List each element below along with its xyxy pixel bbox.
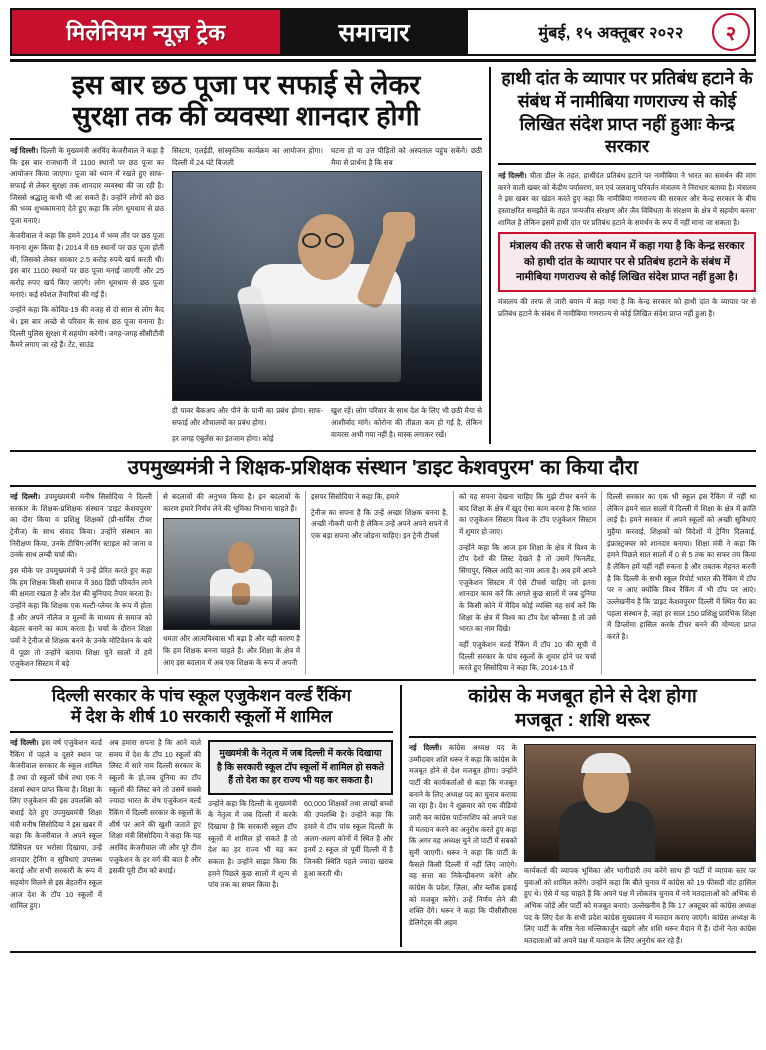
section2-headline-band xyxy=(10,450,756,487)
side-story-dateline: नई दिल्ली। xyxy=(498,171,527,180)
story4-columns xyxy=(409,742,756,947)
section2-dateline: नई दिल्ली। xyxy=(10,492,41,502)
lead-col1-text-b: केजरीवाल ने कहा कि हमने 2014 में भव्य तौर पर छठ पूजा मनाना शुरू किया है। 2014 में 69 स्थानों पर छठ पूजा होती थी, जिसको लेकर सरकार 2.5 करोड़ रुपये खर्च करती थी। इस बार 1100 स्थानों पर छठ पूजा मनाई जाएगी और 25 करोड़ रुपए खर्च किए जाएंगे। लोग धूमधाम से छठ पूजा मनाएं। कई स्पेशल तैयारियां की गई हैं। xyxy=(10,231,164,299)
side-story-para2: मंत्रालय की तरफ से जारी बयान में कहा गया है कि केन्द्र सरकार को हाथी दांत के व्यापार पर से प्रतिबंध हटाने के संबंध में नामीबिया गणराज्य से कोई लिखित संदेश प्राप्त नहीं हुआ है। xyxy=(498,296,756,318)
lead-top-rows xyxy=(172,145,482,168)
lead-col-2-3 xyxy=(172,145,482,444)
lead-col2-text-b: ही पावर बैकअप और पीने के पानी का प्रबंध होगा। साफ-सफाई और शौचालयों का प्रबंध होगा। xyxy=(172,406,323,427)
side-story xyxy=(491,67,756,444)
section2-col2-text-b: धमता और आत्मविश्वास भी बढ़ा है और यही कारण है कि हम शिक्षक बनना चाहते हैं। और शिक्षा के क्षेत्र में आए इस बदलाव में अब एक शिक्षक के रूप में अपनी xyxy=(163,634,300,667)
story3-col-1 xyxy=(10,737,102,912)
story3-lower-columns xyxy=(208,798,393,891)
story3-rule xyxy=(10,731,393,733)
section2-col1-text: उपमुख्यमंत्री मनीष सिसोदिया ने दिल्ली सरकार के शिक्षक-प्रशिक्षक संस्थान 'डाइट केशवपुरम' का दौरा किया व प्रशिक्षु शिक्षकों (प्री-सर्विस टीचर ट्रेनीज) के साथ संवाद किया। उन्होंने संस्थान का निरीक्षण किया, उनके टीचिंग-लर्निंग स्टाइल को जाना व उनके साथ लम्बी चर्चा की। xyxy=(10,492,153,560)
masthead xyxy=(10,8,756,56)
masthead-rule xyxy=(10,59,756,62)
section2-col4-text: उन्होंने कहा कि आज हम शिक्षा के क्षेत्र में विश्व के टॉप देशों की लिस्ट देखते है तो उसमें फिनलैंड, सिंगापुर, स्किल आदि का नाम आता है। अब हमें अपने एजुकेशन सिस्टम में ऐसे टीचर्स चाहिए जो इतना शानदार काम करें कि अगले कुछ सालों में जब दुनिया के किसी कोने में मैदिव कोई व्यक्ति यह सर्च करें कि शिक्षा के क्षेत्र में विश्व का टॉप देश कौनसा है तो उसे भारत का नाम दिखे। xyxy=(459,542,596,634)
story3 xyxy=(10,685,402,947)
story3-col3-text: उन्होंने कहा कि दिल्ली के मुख्यमंत्री के नेतृत्व में जब दिल्ली में करके दिखाया है कि सरकारी स्कूल टॉप स्कूलों में शामिल हो सकते हैं तो देश का हर राज्य भी यह कर सकता है। उन्होंने साझा किया कि हमने पिछले कुछ सालों में शून्य से पांच तक का सफर किया है। xyxy=(208,798,297,890)
story3-columns xyxy=(10,737,393,912)
masthead-right xyxy=(468,10,754,54)
section2-col-5 xyxy=(602,491,756,674)
lead-bottom-rows xyxy=(172,405,482,444)
lead-columns xyxy=(10,145,482,444)
lead-headline-rule xyxy=(10,138,482,140)
photo-crowd xyxy=(173,304,481,400)
masthead-date: मुंबई, १५ अक्तूबर २०२२ xyxy=(538,25,684,42)
story3-col1-text: इस वर्ष एजुकेशन वर्ल्ड रैंकिंग में पहले व दूसरे स्थान पर केजरीवाल सरकार के स्कूल शामिल है तथा दो स्कूलों चौथे तथा एक ने दसवां स्थान प्राप्त किया है। शिक्षा के लिए एजुकेशन की इस उपलब्धि को बधाई देते हुए उपमुख्यमंत्री शिक्षा मंत्री मनीष सिसोदिया ने इस खबर में कहा कि केजरीवाल ने अपने स्कूल प्रिंसिपल पर भरोसा दिखाया, उन्हें शानदार ट्रेनिंग व सुविधाएं उपलब्ध कराई और सभी सरकारी के रूप में सहयोग मिलने से इस बेहतरीन स्कूल आज देश के टॉप 10 स्कूलों में शामिल हुए। xyxy=(10,738,102,911)
story3-col-3 xyxy=(208,737,393,912)
story3-col2-text: अब हमारा सपना है कि आने वाले समय में देश के टॉप 10 स्कूलों की लिस्ट में सारे नाम दिल्ली सरकार के स्कूलों के हो,जब दुनिया का टॉप स्कूलों की लिस्ट बने तो उसमें सबसे ज्यादा भारत के शेष एजुकेशन वर्ल्ड रैंकिंग में दिल्ली सरकार के स्कूलों के शीर्ष पर आने की खुशी जताते हुए शिक्षा मंत्री सिसोदिया ने कहा कि यह अरविंद केजरीवाल जी और पूरे टीम एजुकेशन के हर वर्ग की बात है और इसकी पूरी टीम को बधाई। xyxy=(109,738,201,876)
tharoor-photo xyxy=(524,744,756,862)
side-story-headline: हाथी दांत के व्यापार पर प्रतिबंध हटाने के संबंध में नामीबिया गणराज्य से कोई लिखित संदेश प्राप्त नहीं हुआः केन्द्र सरकार xyxy=(501,68,753,157)
newspaper-logo: मिलेनियम न्यूज़ ट्रेक xyxy=(12,10,282,54)
lead-col-1 xyxy=(10,145,164,444)
section2-col1-text-b: इस मौके पर उपमुख्यमंत्री ने उन्हें प्रेरित करते हुए कहा कि हम शिक्षक किसी समाज में 360 डिग्री परिवर्तन लाने की क्षमता रखता है और देश की बुनियाद तैयार करता है। उन्होंने कहा कि शिक्षक एक मल्टी-प्लेयर के रूप में होता है और अपने नॉलेज व मूल्यों के माध्यम से समाज को बेहतर बनाने का काम करता है। चर्चा के दौरान शिक्षा पर्वो ने ट्रेनीज से शिक्षक बनने के उनके मोटिवेशन के बारे में पूछा तो उन्होंने बताया शिक्षा चुने सालों में हमें एजुकेशन सिस्टम में बड़े xyxy=(10,566,152,669)
section3 xyxy=(10,679,756,947)
figure-fist xyxy=(383,212,415,242)
section2-col-1 xyxy=(10,491,158,674)
story3-headline-line2: में देश के शीर्ष 10 सरकारी स्कूलों में शामिल xyxy=(70,707,333,727)
lead-col3-text: घटना हो या उत्त पीड़ितों को अस्पताल पहुंच सकेंगे। छठी मैया से प्रार्थना है कि सब xyxy=(331,145,482,167)
story3-col4-text: 60,000 शिक्षकों तथा लाखों बच्चों की उपलब्धि है। उन्होंने कहा कि हमारे ये टॉप पांच स्कूल दिल्ली के अलग-अलग कोनों में स्थित है और इनमें 2 स्कूल तो पूर्वी दिल्ली में है जिनकी स्थिति पहले ज्यादा खराब हुआ करती थी। xyxy=(304,798,393,878)
lead-headline-line2: सुरक्षा तक की व्यवस्था शानदार होगी xyxy=(72,100,420,131)
page-number-badge: २ xyxy=(712,13,750,51)
footer-rule xyxy=(10,951,756,953)
story3-col-2 xyxy=(109,737,201,912)
story4-headline-line2: मजबूत : शशि थरूर xyxy=(515,709,650,731)
section2-col-4 xyxy=(454,491,602,674)
section2-body xyxy=(10,491,756,674)
lead-col3-text-b: खुश रहें। लोग परिवार के साथ देश के लिए भी छठी मैया से आशीर्वाद मांगे। कोरोना की तीव्रता कम हो गई है, लेकिन वायरस अभी गया नहीं है। मास्क लगाकर रखें। xyxy=(331,406,482,439)
section2-col-3 xyxy=(306,491,454,674)
lead-headline-line1: इस बार छठ पूजा पर सफाई से लेकर xyxy=(71,70,421,100)
photo2-foreground xyxy=(164,596,299,629)
story4 xyxy=(402,685,756,947)
side-story-para1: चीता डील के तहत, हाथीदंत प्रतिबंध हटाने पर नामीबिया ने भारत का समर्थन की मांग करने वाली खबर को केंद्रीय पर्यावरण, वन एवं जलवायु परिवर्तन मंत्रालय ने निराधार बताया है। मंत्रालय ने इस खबर का खंडन करते हुए कहा कि नामीबिया गणराज्य की सरकार और केन्द्र सरकार के बीच हस्ताक्षरित समझौते के तहत 'वन्यजीव संरक्षण और जैव विविधता के संरक्षण के क्षेत्र में सहयोग करना' शामिल है लेकिन इसमें हाथी दांत पर प्रतिबंध हटाने के समर्थन के रूप में नहीं माना जा सकता है। xyxy=(498,171,756,227)
story4-col1-text: कांग्रेस अध्यक्ष पद के उम्मीदवार शशि थरूर ने कहा कि कांग्रेस के मजबूत होने से देश मजबूत होगा। उन्होंने पार्टी की कार्यकर्ताओं से कहा कि मजबूत बनाने के लिए अध्यक्ष पद का चुनाव कराया जा रहा है। देश ने शुक्रवार को एक वीडियो जारी कर कांग्रेस पार्टनरशिप को अपने पक्ष में मतदान करने का अनुरोध करते हुए कहा कि अगर वह अध्यक्ष चुने तो पार्टी में सबको सुनी जाएगी। थरूर ने कहा कि पार्टी के फैसले किसी दिल्ली में नहीं लिए जाएंगे। वह सत्ता का निकेन्द्रीकरण करेंगे और कांग्रेस के प्रदेश, ज़िला, और ब्लॉक इकाई को मजबूत करेंगे। उन्हें निर्णय लेने की शक्ति देंगे। थरूर ने कहा कि पीसीसीएस डेलिगेट्स की अहम xyxy=(409,743,517,927)
section2-col4-text-b: वहीं एजुकेशन वर्ल्ड रैंकिंग में टॉप 10 की सूची में दिल्ली सरकार के पांच स्कूलों के शुमार होने पर चर्चा करते हुए सिसोदिया ने कहा कि, 2014-15 में xyxy=(459,640,596,673)
lead-story xyxy=(10,67,491,444)
story4-headline-line1: कांग्रेस के मजबूत होने से देश होगा xyxy=(468,686,697,707)
story4-col-2 xyxy=(524,742,756,947)
story4-rule xyxy=(409,736,756,738)
section2-headline: उपमुख्यमंत्री ने शिक्षक-प्रशिक्षक संस्थान 'डाइट केशवपुरम' का किया दौरा xyxy=(127,457,639,480)
top-section xyxy=(10,67,756,444)
side-story-highlight-box: मंत्रालय की तरफ से जारी बयान में कहा गया है कि केन्द्र सरकार को हाथी दांत के व्यापार पर से प्रतिबंध हटाने के संबंध में नामीबिया गणराज्य से कोई लिखित संदेश प्राप्त नहीं हुआ है। xyxy=(498,232,756,292)
story4-dateline: नई दिल्ली। xyxy=(409,743,442,753)
section2-col2-text: से बदलावों की अनुभव किया है। इन बदलावों के कारण हमारे निर्णय लेने की भूमिका निभाना चाहते हैं। xyxy=(163,492,300,513)
masthead-section-title: समाचार xyxy=(282,10,468,54)
story4-col-1 xyxy=(409,742,517,947)
lead-col2-text: सिस्टम, एलईडी, सांस्कृतिक कार्यक्रम का आयोजन होगा। दिल्ली में 24 घंटे बिजली xyxy=(172,145,323,167)
lead-col2-text-c: हर जगह एंबुलेंस का इंतजाम होगा। कोई xyxy=(172,433,274,443)
lead-col1-text: दिल्ली के मुख्यमंत्री अरविंद केजरीवाल ने कहा है कि इस बार राजधानी में 1100 स्थानों पर छठ पूजा का आयोजन किया जाएगा। पूजा को ध्यान में रखते हुए साफ-सफाई से लेकर सुरक्षा तक शानदार व्यवस्था की जा रही है। जिससे श्रद्धालु कभी भी आ सकते हैं। उन्होंने लोगों को छठ की भव्य शुभकामनाएं देते हुए कहा कि लोग धूमधाम से छठ पूजा मनाएं। xyxy=(10,145,164,225)
side-story-rule xyxy=(498,163,756,165)
section2-col3-text-b: को यह सपना देखना चाहिए कि मुझे टीचर बनने के बाद शिक्षा के क्षेत्र में खुद ऐसा काम करना है कि भारत का एजुकेशन सिस्टम विश्व के टॉप एजुकेशन सिस्टम में शुमार हो जाए। xyxy=(459,492,596,537)
sisodia-photo xyxy=(163,518,300,630)
section2-col2-text-c: इसपर सिसोदिया ने कहा कि, हमारे xyxy=(311,492,400,502)
section2-col-2 xyxy=(158,491,306,674)
story3-headline-line1: दिल्ली सरकार के पांच स्कूल एजुकेशन वर्ल्ड रैंकिंग xyxy=(51,686,352,705)
section2-col5-text: दिल्ली सरकार का एक भी स्कूल इस रैंकिंग में नहीं था लेकिन हमने सात सालों में दिल्ली में शिक्षा के क्षेत्र में क्रांति लाई है। हमने सरकार में अपने स्कूलों को अच्छी सुविधाएं मुहैया करवाई, शिक्षकों को विदेशों में ट्रेनिंग दिलवाई, इंफ्रास्ट्रक्चर को शानदार बनाया। शिक्षा मंत्री ने कहा कि हमने पिछले सात सालों में 0 से 5 तक का सफर तय किया है लेकिन हमें यहीं नहीं रुकना है और तबतक मेहनत करनी है कि दिल्ली के सभी स्कूल रिपोर्ट भारत की रैंकिंग में टॉप पर न आए क्योंकि विश्व रैंकिंग में भी टॉप पर आएं। उल्लेखनीय है कि 'डाइट केशवपुरम' दिल्ली में स्थित पैरा का पहला संस्थान है, जहां हर साल 150 प्रशिक्षु प्रारंभिक शिक्षा में डिप्लोमा हासिल करके टीचर बनने की योग्यता प्राप्त करते है। xyxy=(607,492,756,642)
story4-col2-text: कार्यकर्ता की व्यापक भूमिका और भागीदारी तय करेंगे साथ ही पार्टी में व्यापक स्तर पर युवाओं को शामिल करेंगे। उन्होंने कहा कि बीते चुनाव में कांग्रेस को 19 फीसदी वोट हासिल हुए थे। ऐसे में यह चाहते हैं कि अपने पक्ष में लोकतंत्र चुनाव में नये मतदाताओं को अभिक से अभिक जोड़ें और पार्टी को मजबूत बनाएं। उल्लेखनीय है कि 17 अक्टूबर को कांग्रेस अध्यक्ष पद के लिए देश के सभी प्रदेश कांग्रेस मुख्यालय में मतदान कराए जाएंगे। कांग्रेस अध्यक्ष के लिए पार्टी के वरिष्ठ नेता मल्लिकार्जुन खड़गे और शशि थरूर मैदान में हैं। दोनों नेता कांग्रेस मतदाताओं को अपने पक्ष में मतदान के लिए अनुरोध कर रहे हैं। xyxy=(524,866,756,946)
story3-pull-quote: मुख्यमंत्री के नेतृत्व में जब दिल्ली में करके दिखाया है कि सरकारी स्कूल टॉप स्कूलों में शामिल हो सकते हैं तो देश का हर राज्य भी यह कर सकता है। xyxy=(208,740,393,794)
lead-dateline: नई दिल्ली। xyxy=(10,145,39,155)
story3-dateline: नई दिल्ली। xyxy=(10,738,39,748)
section2-col3-text: ट्रेनीज का सपना है कि उन्हें अच्छा शिक्षक बनना है, अच्छी नौकरी पानी है लेकिन उन्हें अपने अपने सपने में एक बड़ा सपना और जोड़ना चाहिए। इन ट्रेनी टीचर्स xyxy=(311,507,448,541)
kejriwal-photo xyxy=(172,171,482,401)
lead-col1-text-c: उन्होंने कहा कि कोविड-19 की वजह से दो साल से लोग कैद थे। इस बार अच्छे से परिवार के साथ छठ पूजा मनाना है। दिल्ली पुलिस सुरक्षा में सहयोग करेगी। जगह-जगह सीसीटीवी कैमरे लगाए जा रहे हैं। टेंट, साउंड xyxy=(10,305,164,350)
